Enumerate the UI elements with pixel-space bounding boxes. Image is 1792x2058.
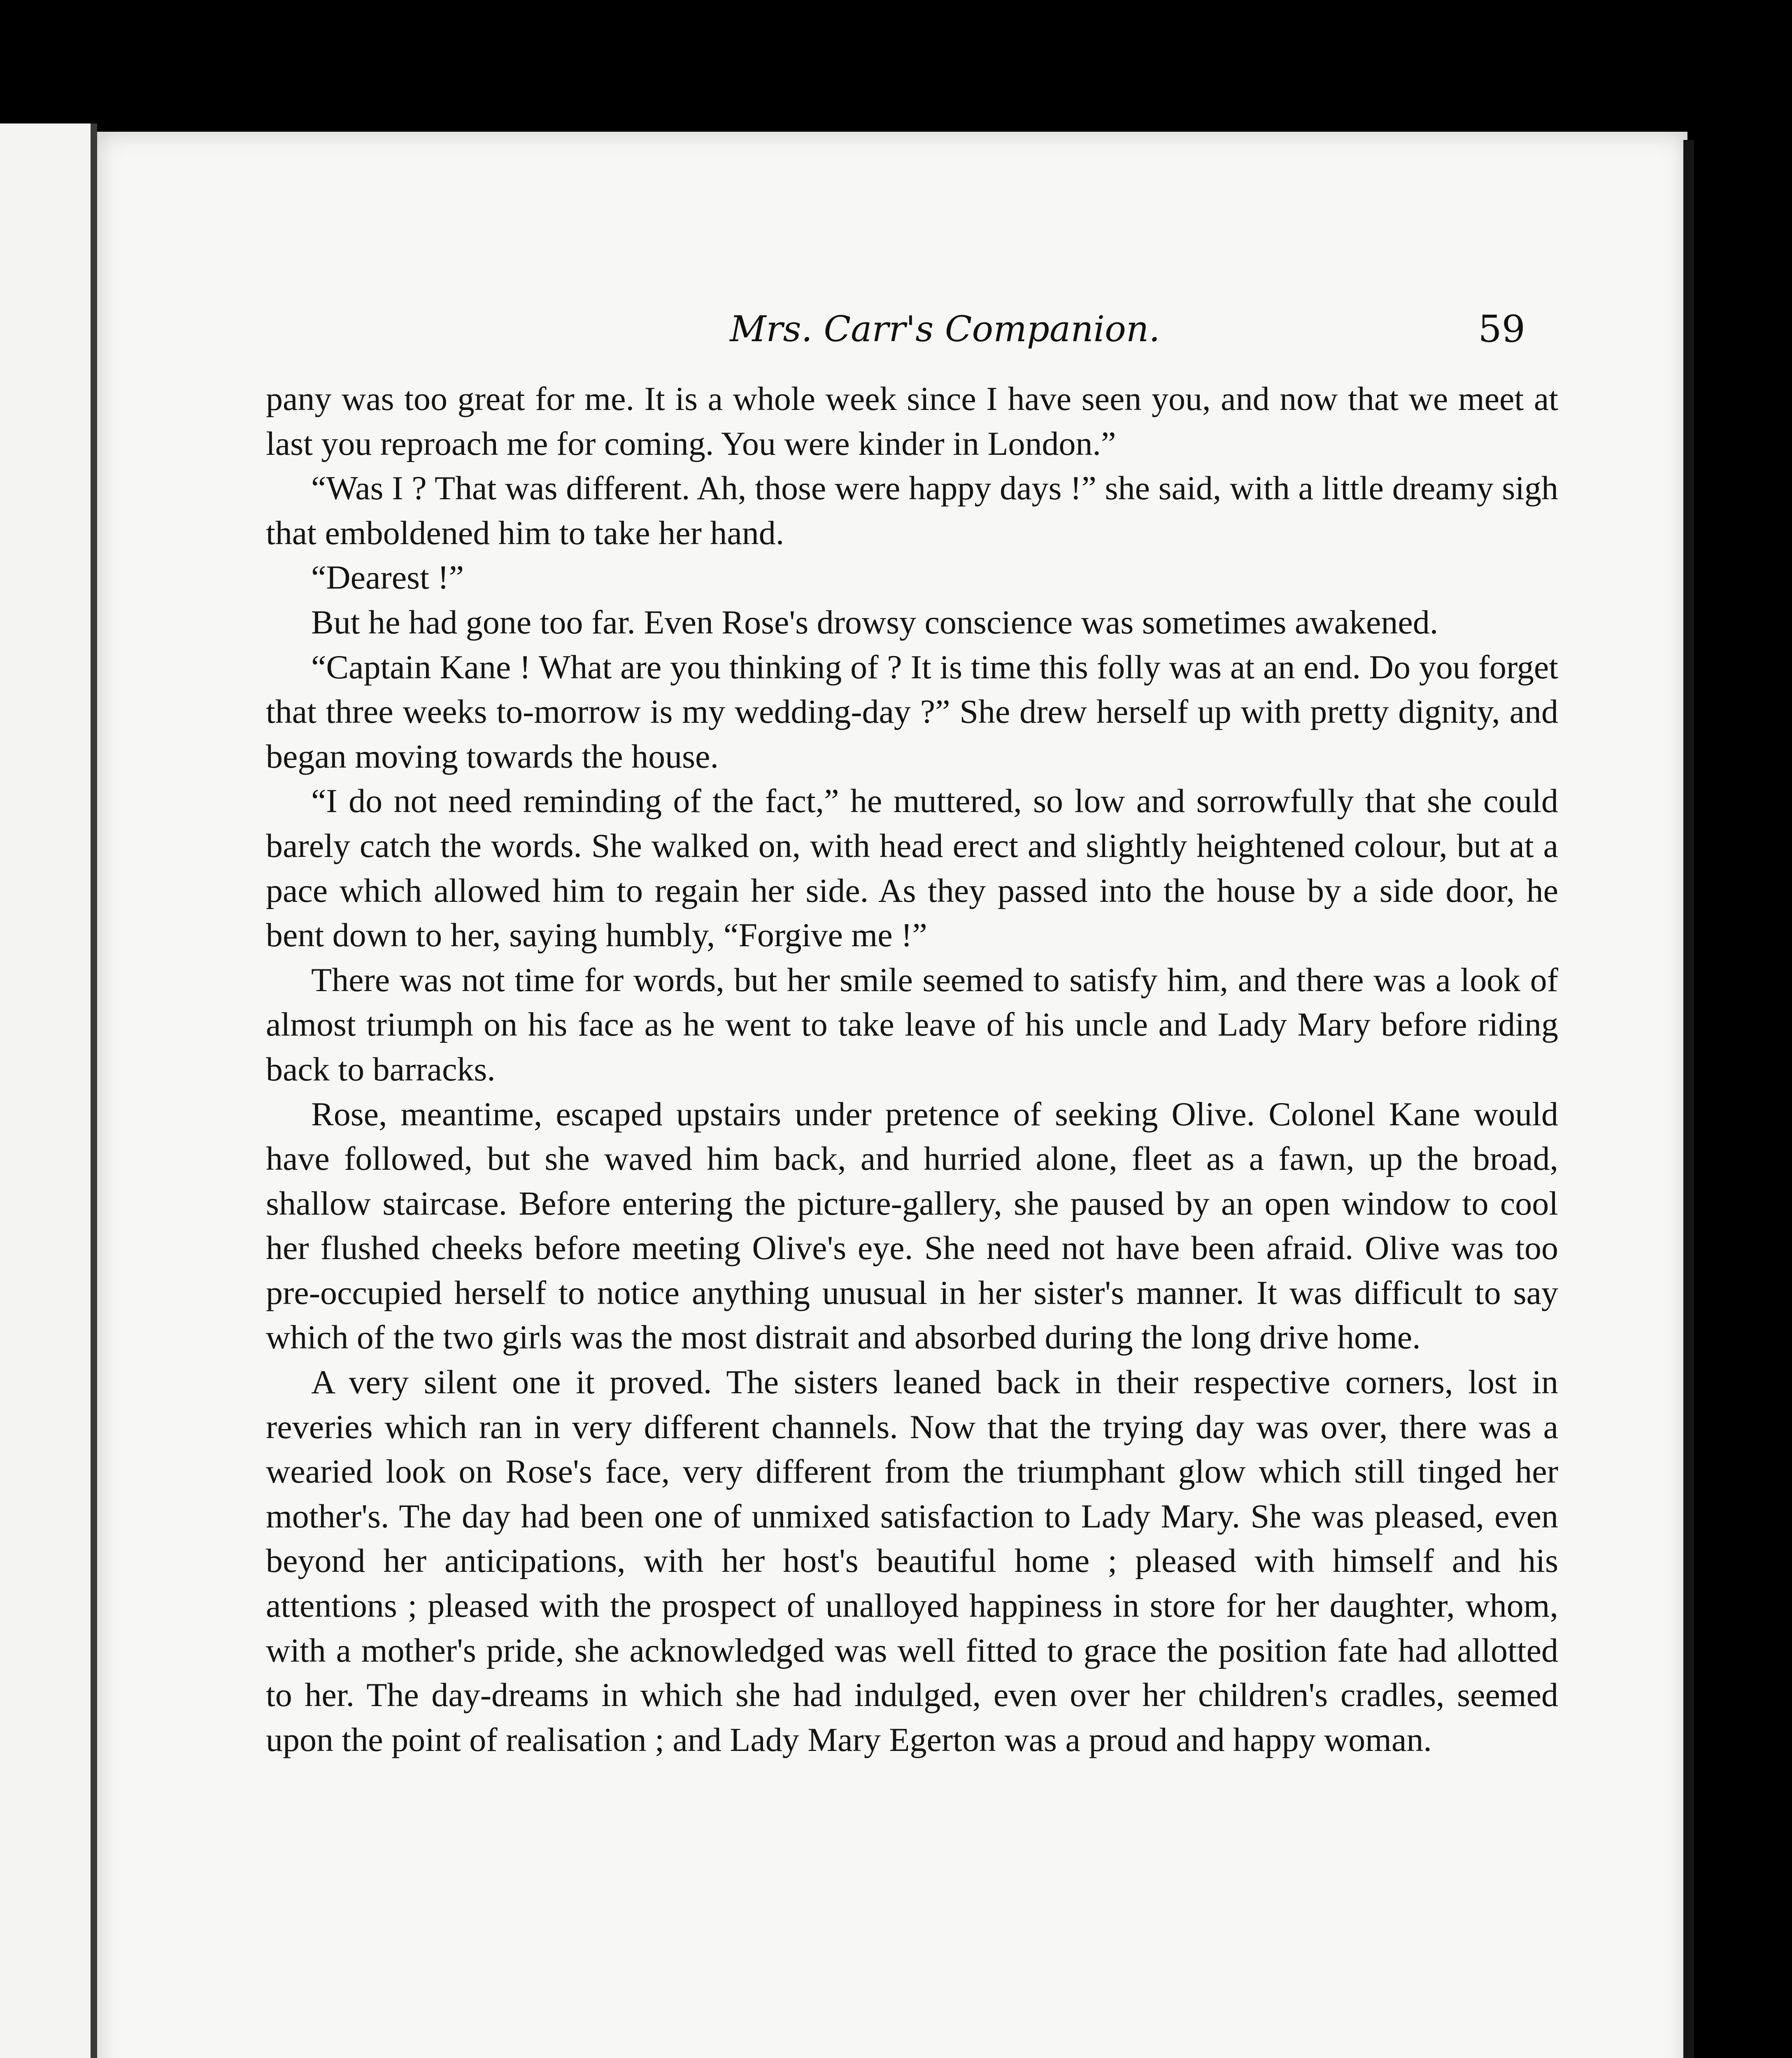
- paragraph: A very silent one it proved. The sisters leaned back in their respective corners, lost in reveries which ran in very different channels. Now that the trying day was over, there was a wearied look on Rose's face, very different from the triumphant glow which still tinged her mother's. The day had been one of unmixed satisfaction to Lady Mary. She was pleased, even beyond her anticipations, with her host's beautiful home ; pleased with himself and his attentions ; pleased with the prospect of unalloyed happiness in store for her daughter, whom, with a mother's pride, she acknowledged was well fitted to grace the position fate had allotted to her. The day-dreams in which she had indulged, even over her children's cradles, seemed upon the point of realisation ; and Lady Mary Egerton was a proud and happy woman.: [266, 1363, 1558, 1758]
- page-edge-shadow: [1683, 140, 1694, 2058]
- paragraph: “Dearest !”: [311, 559, 464, 596]
- paragraph: “I do not need reminding of the fact,” he muttered, so low and sorrowfully that she could barely catch the words. She walked on, with head erect and slightly heightened colour, but at a pace which allowed him to regain her side. As they passed into the house by a side door, he bent down to her, saying humbly, “Forgive me !”: [266, 782, 1558, 954]
- page-number: 59: [1478, 307, 1525, 351]
- body-text: [266, 377, 1558, 2058]
- running-title: Mrs. Carr's Companion.: [730, 309, 1160, 350]
- paragraph: There was not time for words, but her smile seemed to satisfy him, and there was a look of almost triumph on his face as he went to take leave of his uncle and Lady Mary before riding back to barracks.: [266, 961, 1558, 1088]
- paragraph: “Was I ? That was different. Ah, those were happy days !” she said, with a little dreamy sigh that emboldened him to take her hand.: [266, 469, 1558, 552]
- paragraph: But he had gone too far. Even Rose's drowsy conscience was sometimes awakened.: [311, 603, 1438, 641]
- paragraph: pany was too great for me. It is a whole week since I have seen you, and now that we meet at last you reproach me for coming. You were kinder in London.”: [266, 380, 1558, 462]
- paragraph: Rose, meantime, escaped upstairs under pretence of seeking Olive. Colonel Kane would have followed, but she waved him back, and hurried alone, fleet as a fawn, up the broad, shallow staircase. Before entering the picture-gallery, she paused by an open window to cool her flushed cheeks before meeting Olive's eye. She need not have been afraid. Olive was too pre-occupied herself to notice anything unusual in her sister's manner. It was difficult to say which of the two girls was the most distrait and absorbed during the long drive home.: [266, 1095, 1558, 1356]
- running-head: [97, 288, 1687, 370]
- book-page: [97, 132, 1687, 2058]
- book-gutter: [91, 123, 97, 2058]
- facing-page-edge: [0, 123, 95, 2058]
- paragraph: “Captain Kane ! What are you thinking of ? It is time this folly was at an end. Do you forget that three weeks to-morrow is my wedding-day ?” She drew herself up with pretty dignity, and began moving towards the house.: [266, 648, 1558, 775]
